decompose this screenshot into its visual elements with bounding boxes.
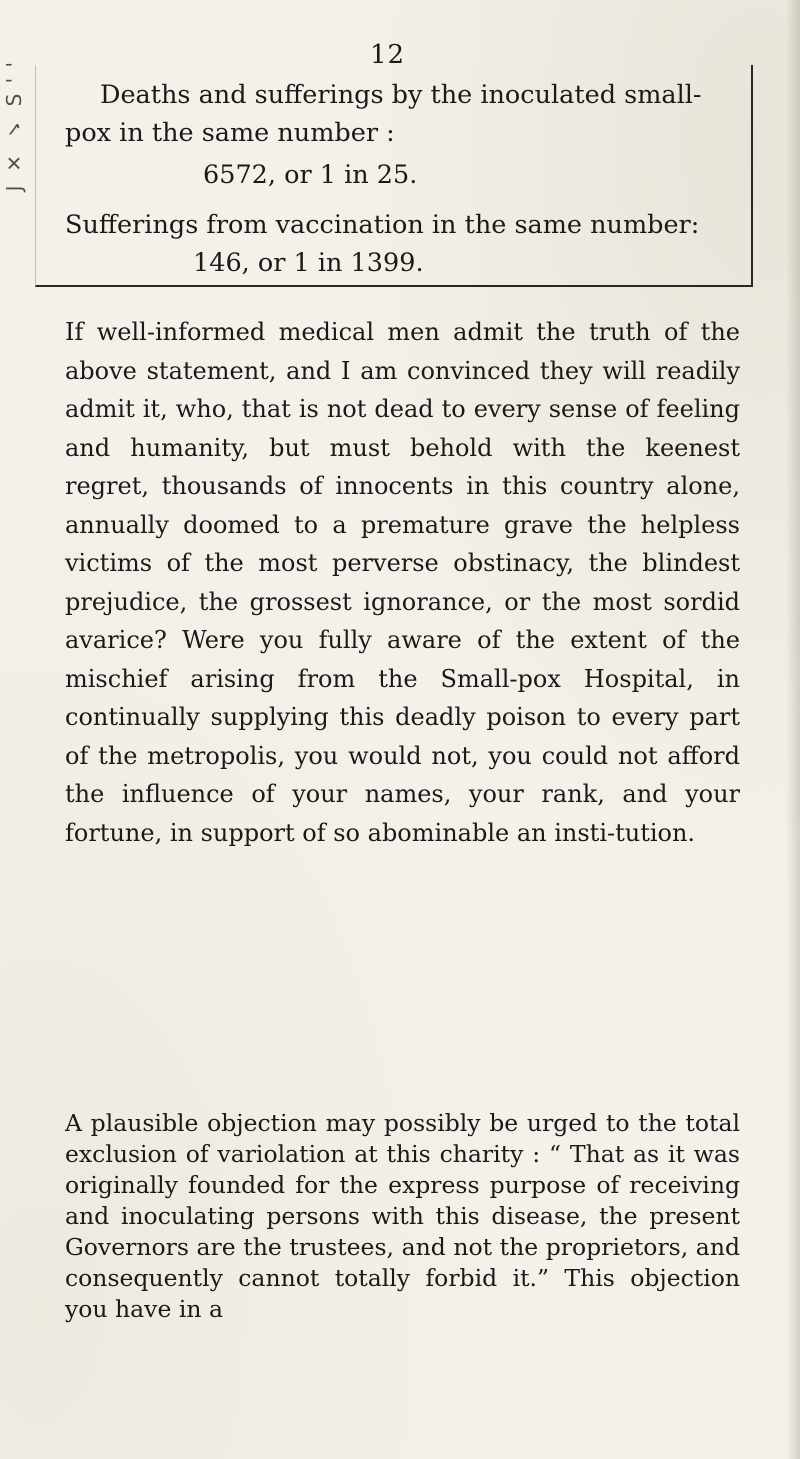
page-edge-shadow — [786, 0, 800, 1459]
box-line-pox: pox in the same number : — [65, 118, 395, 148]
paragraph-objection — [65, 1108, 740, 1325]
handwritten-margin-notes: J ✕ ✓ S ' ' — [2, 60, 26, 192]
paragraph-main-text: If well-informed medical men admit the truth of the above statement, and I am convinced they will readily admit it, who, that is not dead to every sense of feeling and humanity, but must behold with the keenest regret, thousands of innocents in this country alone, annually doomed to a premature grave the helpless victims of the most perverse obstinacy, the blindest prejudice, the grossest ignorance, or the most sordid avarice? Were you fully aware of the extent of the mischief arising from the Small-pox Hospital, in continually supplying this deadly poison to every part of the metropolis, you would not, you could not afford the influence of your names, your rank, and your fortune, in support of so abominable an insti-tution. — [65, 318, 740, 847]
box-line-deaths: Deaths and sufferings by the inoculated small- — [100, 80, 702, 110]
paragraph-objection-text: A plausible objection may possibly be urged to the total exclusion of variolation at this charity : “ That as it was originally founded for the express purpose of receiving and inoculating persons with this disease, the present Governors are the trustees, and not the proprietors, and consequently cannot totally forbid it.” This objection you have in a — [65, 1109, 740, 1323]
paragraph-main — [65, 313, 740, 852]
box-line-sufferings: Sufferings from vaccination in the same number: — [65, 210, 700, 240]
box-line-ratio-inoculated: 6572, or 1 in 25. — [203, 160, 418, 190]
page-number: 12 — [370, 40, 406, 70]
box-line-ratio-vaccination: 146, or 1 in 1399. — [193, 248, 424, 278]
